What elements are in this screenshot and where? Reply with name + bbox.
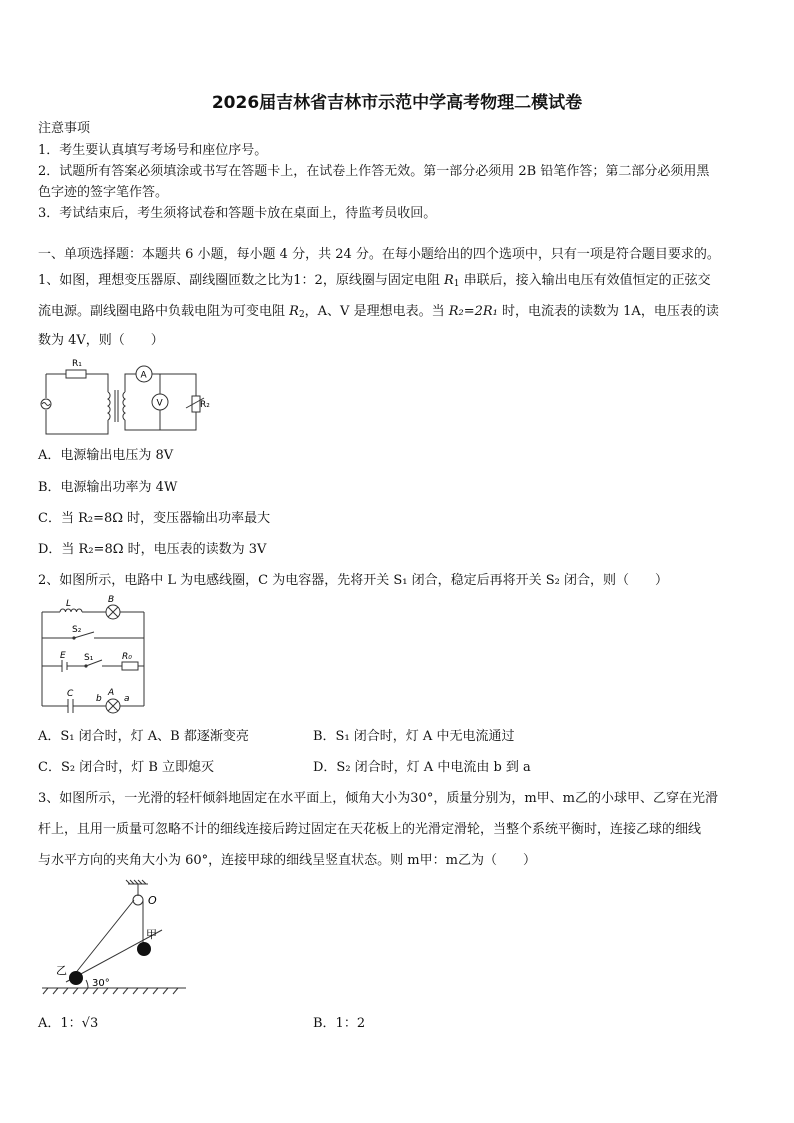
- notice-item-1: 1．考生要认真填写考场号和座位序号。: [38, 143, 268, 158]
- q1-option-a: A．电源输出电压为 8V: [38, 448, 174, 463]
- q3-stem-line3: 与水平方向的夹角大小为 60°，连接甲球的细线呈竖直状态。则 m甲：m乙为（ ）: [38, 853, 536, 868]
- page-title: 2026届吉林省吉林市示范中学高考物理二模试卷: [211, 93, 583, 113]
- q1-option-d: D．当 R₂=8Ω 时，电压表的读数为 3V: [38, 542, 267, 557]
- switch-s2-label: S₂: [72, 625, 82, 635]
- q1-stem-line2: 流电源。副线圈电路中负载电阻为可变电阻 $R_2$，A、V 是理想电表。当 R₂=2R₁ 时，电流表的读数为 1A，电压表的读: [38, 304, 719, 320]
- notice-item-2-cont: 色字迹的签字笔作答。: [38, 185, 169, 200]
- resistor-r0-label: R₀: [122, 652, 132, 662]
- voltmeter-label: V: [156, 398, 163, 409]
- q1-stem-line1: 1、如图，理想变压器原、副线圈匝数之比为1：2，原线圈与固定电阻 $R_1$ 串联后，接入输出电压有效值恒定的正弦交: [38, 273, 711, 289]
- section-heading: 一、单项选择题：本题共 6 小题，每小题 4 分，共 24 分。在每小题给出的四个选项中，只有一项是符合题目要求的。: [38, 247, 720, 262]
- inductor-label: L: [66, 599, 72, 609]
- notice-item-2: 2．试题所有答案必须填涂或书写在答题卡上，在试卷上作答无效。第一部分必须用 2B 铅笔作答；第二部分必须用黑: [38, 164, 710, 179]
- q1-stem-line3: 数为 4V，则（ ）: [38, 333, 164, 348]
- ammeter-label: A: [140, 370, 147, 381]
- q1-option-c: C．当 R₂=8Ω 时，变压器输出功率最大: [38, 511, 271, 526]
- q3-stem-line2: 杆上，且用一质量可忽略不计的细线连接后跨过固定在天花板上的光滑定滑轮，当整个系统平衡时，连接乙球的细线: [38, 822, 702, 837]
- lamp-b-label: B: [108, 595, 115, 605]
- q2-option-c: C．S₂ 闭合时，灯 B 立即熄灭: [38, 760, 215, 775]
- q2-option-b: B．S₁ 闭合时，灯 A 中无电流通过: [313, 729, 515, 744]
- battery-label: E: [60, 651, 66, 661]
- notice-heading: 注意事项: [38, 121, 91, 136]
- ball-yi-label: 乙: [56, 964, 67, 977]
- ball-jia-label: 甲: [146, 928, 157, 941]
- node-a-label: a: [124, 694, 130, 704]
- switch-s1-label: S₁: [84, 653, 94, 663]
- q2-stem: 2、如图所示，电路中 L 为电感线圈，C 为电容器，先将开关 S₁ 闭合，稳定后再将开关 S₂ 闭合，则（ ）: [38, 573, 669, 588]
- notice-item-3: 3．考试结束后，考生须将试卷和答题卡放在桌面上，待监考员收回。: [38, 206, 437, 221]
- angle-label: 30°: [92, 978, 110, 989]
- lamp-a-label: A: [108, 688, 115, 698]
- node-b-label: b: [96, 694, 102, 704]
- q1-option-b: B．电源输出功率为 4W: [38, 480, 178, 495]
- q3-option-a: A．1：√3: [38, 1016, 99, 1031]
- pulley-o-label: O: [148, 894, 157, 907]
- capacitor-label: C: [67, 689, 74, 699]
- q1-transformer-circuit-figure: [36, 359, 216, 436]
- q3-option-b: B．1：2: [313, 1016, 366, 1031]
- q2-option-a: A．S₁ 闭合时，灯 A、B 都逐渐变亮: [38, 729, 249, 744]
- q3-incline-pulley-figure: [36, 882, 196, 998]
- q2-lc-circuit-figure: [40, 595, 150, 716]
- r1-label: R₁: [72, 359, 82, 369]
- q2-option-d: D．S₂ 闭合时，灯 A 中电流由 b 到 a: [313, 760, 531, 775]
- q3-stem-line1: 3、如图所示，一光滑的轻杆倾斜地固定在水平面上，倾角大小为30°，质量分别为，m甲、m乙的小球甲、乙穿在光滑: [38, 791, 718, 806]
- r2-label: R₂: [200, 400, 210, 410]
